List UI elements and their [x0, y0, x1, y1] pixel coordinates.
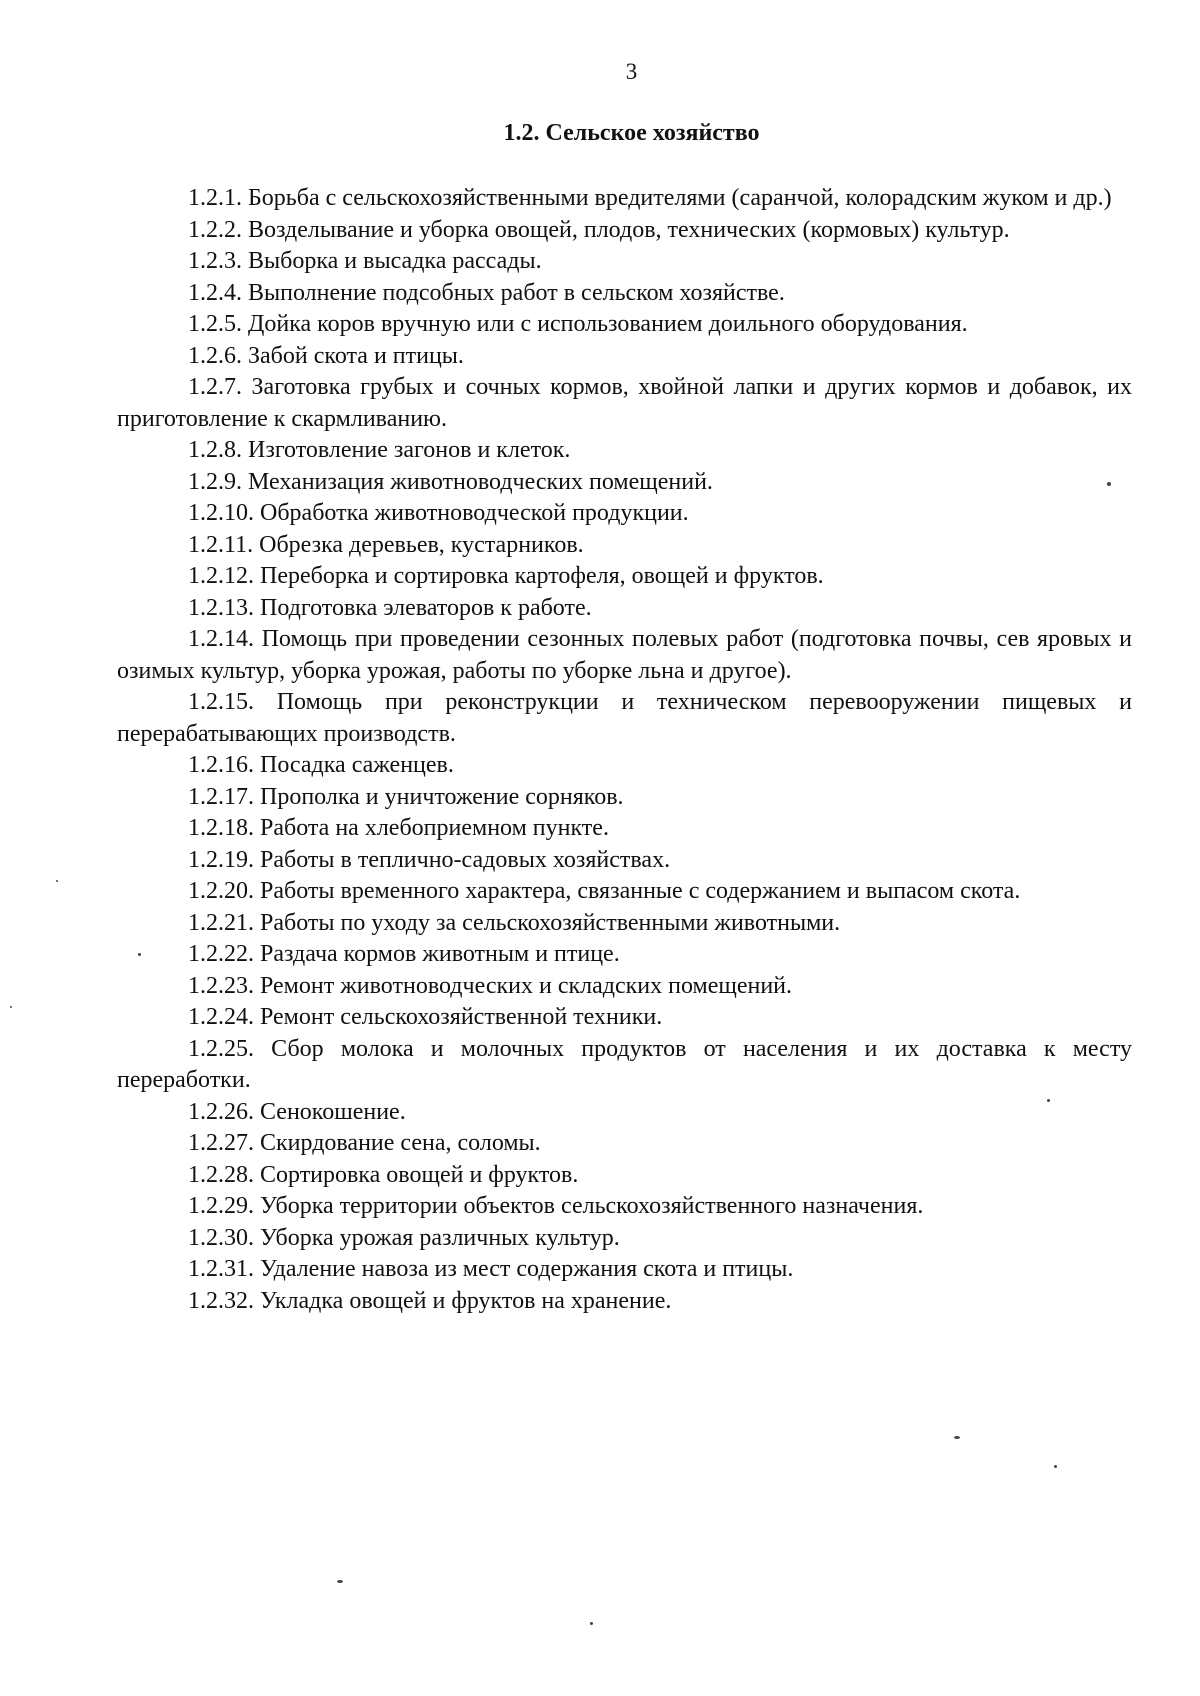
scan-speck	[10, 1006, 12, 1008]
list-item: 1.2.2. Возделывание и уборка овощей, плодов, технических (кормовых) культур.	[188, 216, 1010, 243]
list-item: 1.2.16. Посадка саженцев.	[188, 752, 454, 778]
list-item: 1.2.9. Механизация животноводческих помещений.	[188, 468, 713, 495]
list-item: 1.2.10. Обработка животноводческой продукции.	[188, 500, 689, 526]
list-item: 1.2.27. Скирдование сена, соломы.	[188, 1130, 541, 1156]
list-item: 1.2.21. Работы по уходу за сельскохозяйственными животными.	[188, 909, 841, 936]
scan-speck	[954, 1436, 960, 1439]
list-item: 1.2.23. Ремонт животноводческих и складских помещений.	[188, 972, 793, 999]
list-item: 1.2.5. Дойка коров вручную или с использованием доильного оборудования.	[188, 311, 968, 337]
list-item: 1.2.28. Сортировка овощей и фруктов.	[188, 1161, 579, 1188]
list-item: 1.2.17. Прополка и уничтожение сорняков.	[188, 783, 624, 810]
scan-speck	[337, 1580, 343, 1583]
list-item: 1.2.13. Подготовка элеваторов к работе.	[188, 594, 592, 621]
list-item: 1.2.14. Помощь при проведении сезонных полевых работ (подготовка почвы, сев яровых и озимых культур, уборка урожая, работы по уборке льна и другое).	[117, 626, 1132, 684]
list-item: 1.2.20. Работы временного характера, связанные с содержанием и выпасом скота.	[188, 878, 1021, 904]
page-number: 3	[625, 59, 638, 84]
scan-speck	[138, 953, 141, 956]
list-item: 1.2.24. Ремонт сельскохозяйственной техники.	[188, 1004, 663, 1030]
list-item: 1.2.11. Обрезка деревьев, кустарников.	[188, 531, 584, 558]
list-item: 1.2.25. Сбор молока и молочных продуктов от населения и их доставка к месту переработки.	[117, 1035, 1132, 1093]
list-item: 1.2.7. Заготовка грубых и сочных кормов, хвойной лапки и других кормов и добавок, их приготовление к скармливанию.	[117, 374, 1132, 432]
list-item: 1.2.1. Борьба с сельскохозяйственными вредителями (саранчой, колорадским жуком и др.)	[188, 185, 1112, 211]
list-item: 1.2.22. Раздача кормов животным и птице.	[188, 941, 620, 967]
list-item: 1.2.15. Помощь при реконструкции и техническом перевооружении пищевых и перерабатывающих производств.	[117, 689, 1132, 747]
list-item: 1.2.8. Изготовление загонов и клеток.	[188, 437, 571, 463]
list-item: 1.2.31. Удаление навоза из мест содержания скота и птицы.	[188, 1256, 794, 1282]
list-item: 1.2.30. Уборка урожая различных культур.	[188, 1224, 620, 1251]
scan-speck	[1054, 1465, 1057, 1468]
list-item: 1.2.12. Переборка и сортировка картофеля, овощей и фруктов.	[188, 563, 824, 589]
list-item: 1.2.32. Укладка овощей и фруктов на хранение.	[188, 1287, 672, 1314]
list-item: 1.2.3. Выборка и высадка рассады.	[188, 248, 542, 274]
list-item: 1.2.4. Выполнение подсобных работ в сельском хозяйстве.	[188, 279, 785, 306]
list-item: 1.2.26. Сенокошение.	[188, 1098, 406, 1125]
scan-speck	[1047, 1099, 1050, 1102]
item-list	[117, 183, 1132, 1317]
list-item: 1.2.29. Уборка территории объектов сельскохозяйственного назначения.	[188, 1193, 924, 1219]
section-title: 1.2. Сельское хозяйство	[503, 120, 760, 146]
list-item: 1.2.19. Работы в теплично-садовых хозяйствах.	[188, 846, 671, 873]
scan-speck	[56, 880, 58, 882]
list-item: 1.2.18. Работа на хлебоприемном пункте.	[188, 815, 609, 841]
scan-speck	[1107, 482, 1111, 486]
list-item: 1.2.6. Забой скота и птицы.	[188, 342, 464, 369]
scan-speck	[590, 1622, 593, 1625]
